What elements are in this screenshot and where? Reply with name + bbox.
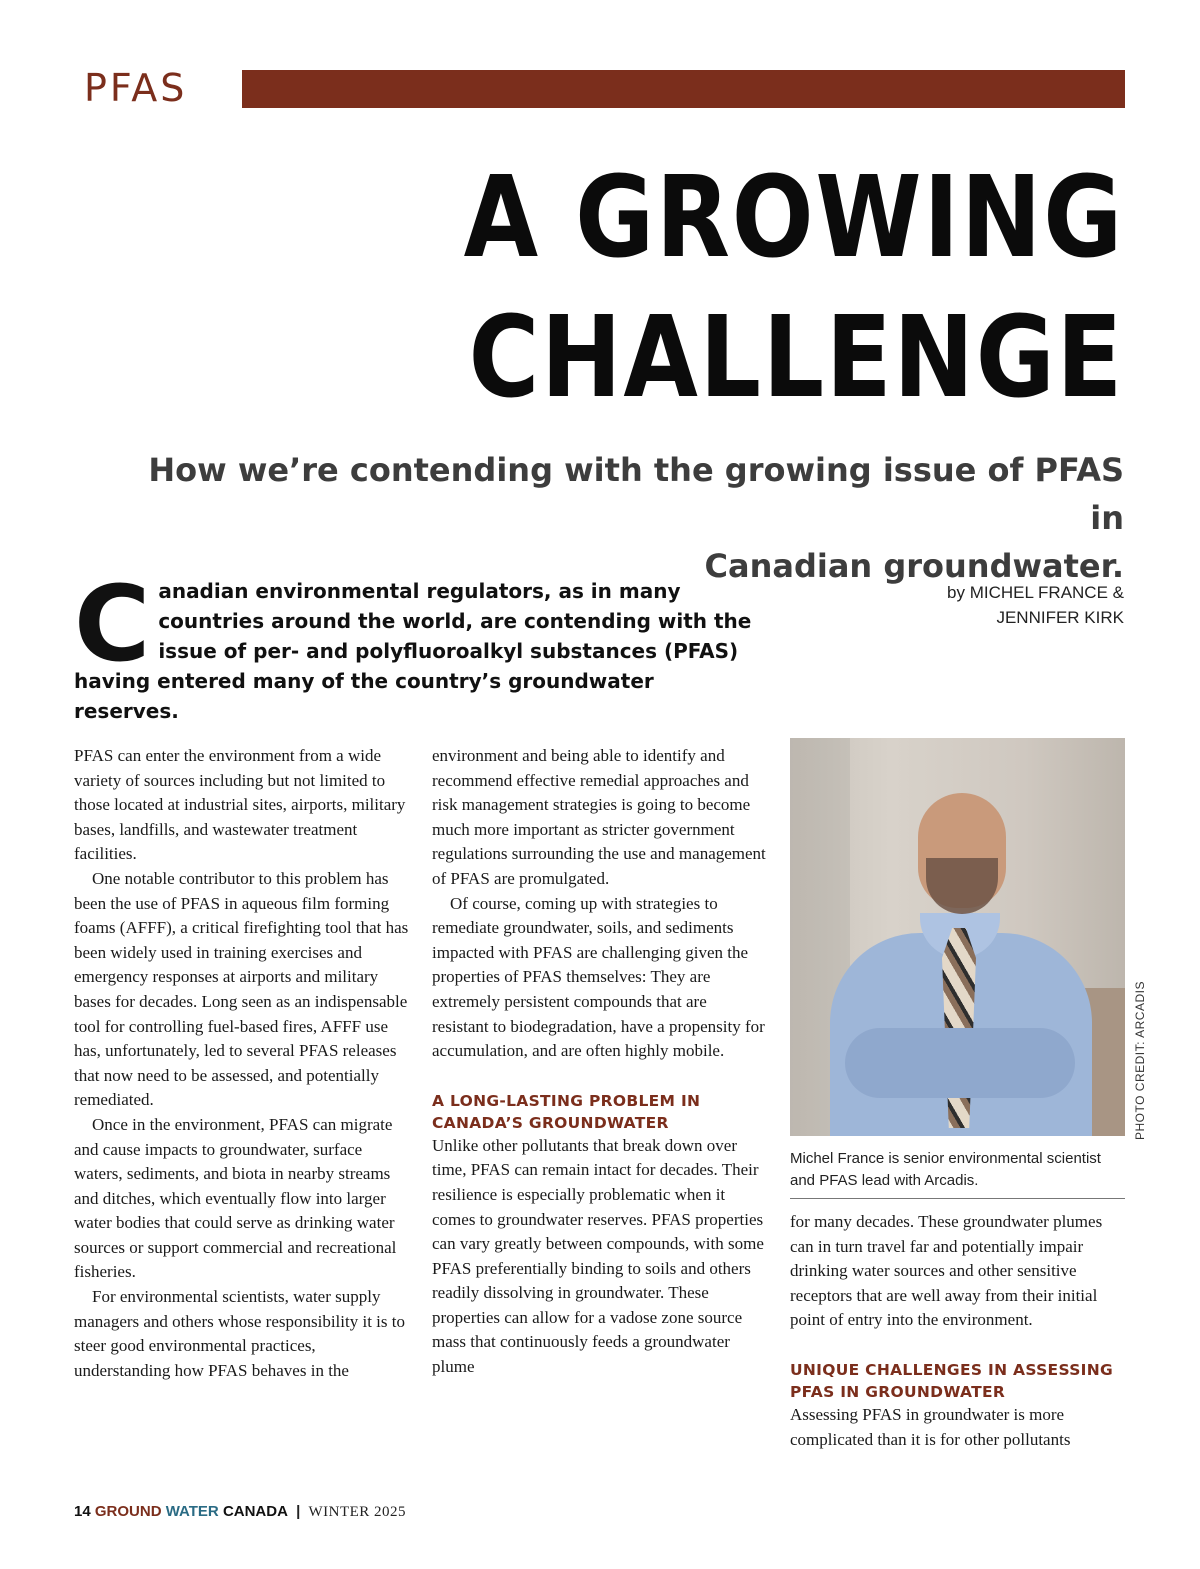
col3-paragraph-2: Assessing PFAS in groundwater is more complicated than it is for other pollutants <box>790 1404 1071 1449</box>
deck-line-2: Canadian groundwater. <box>704 547 1124 585</box>
col1-paragraph-3: Once in the environment, PFAS can migrate and cause impacts to groundwater, surface waters, sediments, and biota in nearby streams and ditches, which eventually flow into larger water bodies that could serve as drinking water sources or support commercial and recreational fisheries. <box>74 1114 397 1282</box>
col2-paragraph-1: environment and being able to identify and recommend effective remedial approaches and risk management strategies is going to become much more important as stricter government regulations surrounding the use and management of PFAS are promulgated. <box>432 746 766 888</box>
col2-paragraph-2: Of course, coming up with strategies to remediate groundwater, soils, and sediments impacted with PFAS are challenging given the properties of PFAS themselves: They are extremely persistent compounds that are resistant to biodegradation, have a propensity for accumulation, and are often highly mobile. <box>432 893 765 1061</box>
byline-line-2: JENNIFER KIRK <box>996 608 1124 627</box>
column-3 <box>790 1210 1125 1452</box>
deck <box>124 446 1124 590</box>
col1-paragraph-2: One notable contributor to this problem has been the use of PFAS in aqueous film forming foams (AFFF), a critical firefighting tool that has been widely used in training exercises and emergency responses at airports and military bases for decades. Long seen as an indispensable tool for controlling fuel-based fires, AFFF use has, unfortunately, led to several PFAS releases that now need to be assessed, and potentially remediated. <box>74 868 409 1110</box>
headline <box>350 148 1124 428</box>
footer-separator: | <box>296 1503 301 1520</box>
page-footer <box>74 1503 406 1521</box>
intro-paragraph <box>74 563 764 726</box>
intro-text: anadian environmental regulators, as in many countries around the world, are contending with the issue of per- and polyfluoroalkyl substances (PFAS) having entered many of the country’s groundwater reserves. <box>74 579 752 723</box>
caption-divider <box>790 1198 1125 1199</box>
section-bar <box>242 70 1125 108</box>
publication-water: WATER <box>165 1503 219 1520</box>
section-tag: PFAS <box>84 66 188 110</box>
drop-cap: C <box>74 563 151 685</box>
column-1 <box>74 744 409 1383</box>
publication-canada: CANADA <box>222 1503 288 1520</box>
deck-line-1: How we’re contending with the growing issue of PFAS in <box>148 451 1124 537</box>
col3-paragraph-1: for many decades. These groundwater plumes can in turn travel far and potentially impair drinking water sources and other sensitive receptors that are well away from their initial point of entry into the environment. <box>790 1212 1103 1330</box>
byline <box>864 580 1124 630</box>
publication-ground: GROUND <box>94 1503 162 1520</box>
col2-paragraph-3: Unlike other pollutants that break down over time, PFAS can remain intact for decades. Their resilience is especially problematic when it comes to groundwater reserves. PFAS properties can vary greatly between compounds, with some PFAS preferentially binding to soils and others readily dissolving in groundwater. These properties can allow for a vadose zone source mass that continuously feeds a groundwater plume <box>432 1135 764 1377</box>
col1-paragraph-4: For environmental scientists, water supply managers and others whose responsibility it is to steer good environmental practices, understanding how PFAS behaves in the <box>74 1287 405 1380</box>
headline-line-1: A GROWING <box>463 153 1125 283</box>
photo-caption: Michel France is senior environmental scientist and PFAS lead with Arcadis. <box>790 1150 1101 1189</box>
subhead-unique-challenges: UNIQUE CHALLENGES IN ASSESSING PFAS IN GROUNDWATER <box>790 1360 1114 1401</box>
subhead-long-lasting-problem: A LONG-LASTING PROBLEM IN CANADA’S GROUNDWATER <box>432 1091 701 1132</box>
page-number: 14 <box>74 1503 91 1520</box>
crossed-arms <box>845 1028 1075 1098</box>
headline-line-2: CHALLENGE <box>468 293 1124 423</box>
col1-paragraph-1: PFAS can enter the environment from a wide variety of sources including but not limited to those located at industrial sites, airports, military bases, landfills, and wastewater treatment facilities. <box>74 746 406 864</box>
author-photo <box>790 738 1125 1136</box>
byline-line-1: by MICHEL FRANCE & <box>947 583 1124 602</box>
photo-credit: PHOTO CREDIT: ARCADIS <box>1133 981 1147 1140</box>
column-2 <box>432 744 767 1380</box>
issue-date: WINTER 2025 <box>308 1504 407 1520</box>
